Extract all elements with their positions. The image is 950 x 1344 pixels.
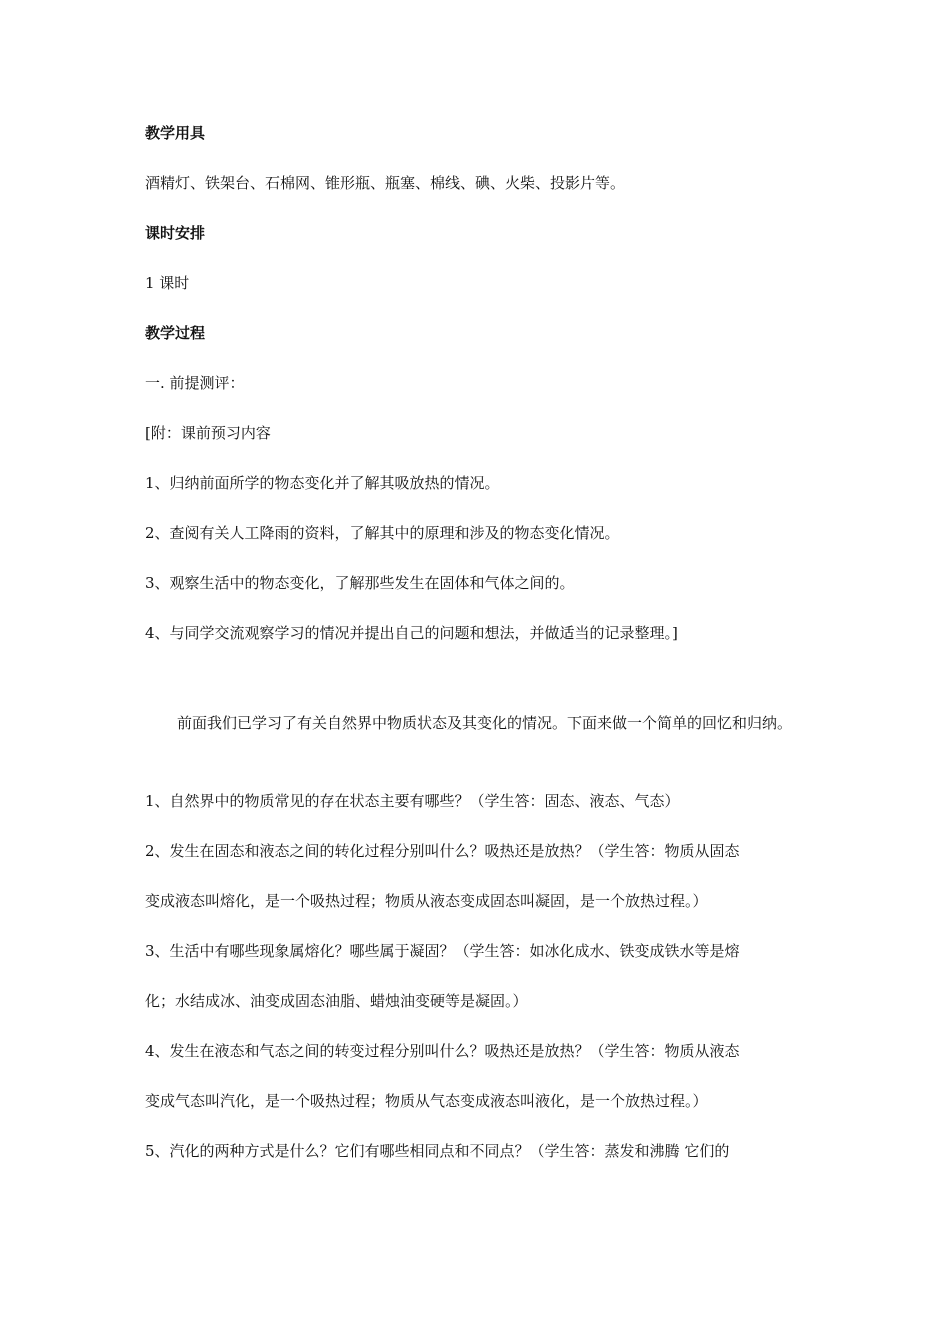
heading-teaching-tools: 教学用具 (145, 124, 206, 142)
review-answer-2: 变成液态叫熔化，是一个吸热过程；物质从液态变成固态叫凝固，是一个放热过程。） (145, 892, 708, 910)
heading-lesson-schedule: 课时安排 (145, 224, 206, 242)
review-answer-4: 变成气态叫汽化，是一个吸热过程；物质从气态变成液态叫液化，是一个放热过程。） (145, 1092, 708, 1110)
lesson-schedule-text: 1 课时 (145, 274, 190, 292)
review-question-3: 3、生活中有哪些现象属熔化？哪些属于凝固？（学生答：如冰化成水、铁变成铁水等是熔 (145, 942, 740, 960)
review-question-1: 1、自然界中的物质常见的存在状态主要有哪些？（学生答：固态、液态、气态） (145, 792, 680, 810)
review-question-2: 2、发生在固态和液态之间的转化过程分别叫什么？吸热还是放热？（学生答：物质从固态 (145, 842, 740, 860)
teaching-tools-text: 酒精灯、铁架台、石棉网、锥形瓶、瓶塞、棉线、碘、火柴、投影片等。 (145, 174, 626, 192)
prereview-item: 1、归纳前面所学的物态变化并了解其吸放热的情况。 (145, 474, 500, 492)
prereview-item: 2、查阅有关人工降雨的资料，了解其中的原理和涉及的物态变化情况。 (145, 524, 620, 542)
review-intro: 前面我们已学习了有关自然界中物质状态及其变化的情况。下面来做一个简单的回忆和归纳。 (177, 714, 793, 732)
heading-teaching-process: 教学过程 (145, 324, 206, 342)
prereview-note-open: [附：课前预习内容 (145, 424, 271, 442)
review-question-5: 5、汽化的两种方式是什么？它们有哪些相同点和不同点？（学生答：蒸发和沸腾 它们的 (145, 1142, 730, 1160)
review-answer-3: 化；水结成冰、油变成固态油脂、蜡烛油变硬等是凝固。） (145, 992, 528, 1010)
review-question-4: 4、发生在液态和气态之间的转变过程分别叫什么？吸热还是放热？（学生答：物质从液态 (145, 1042, 740, 1060)
prereview-item: 3、观察生活中的物态变化，了解那些发生在固体和气体之间的。 (145, 574, 575, 592)
prereview-title: 一. 前提测评： (145, 374, 245, 392)
prereview-item: 4、与同学交流观察学习的情况并提出自己的问题和想法，并做适当的记录整理。] (145, 624, 678, 642)
